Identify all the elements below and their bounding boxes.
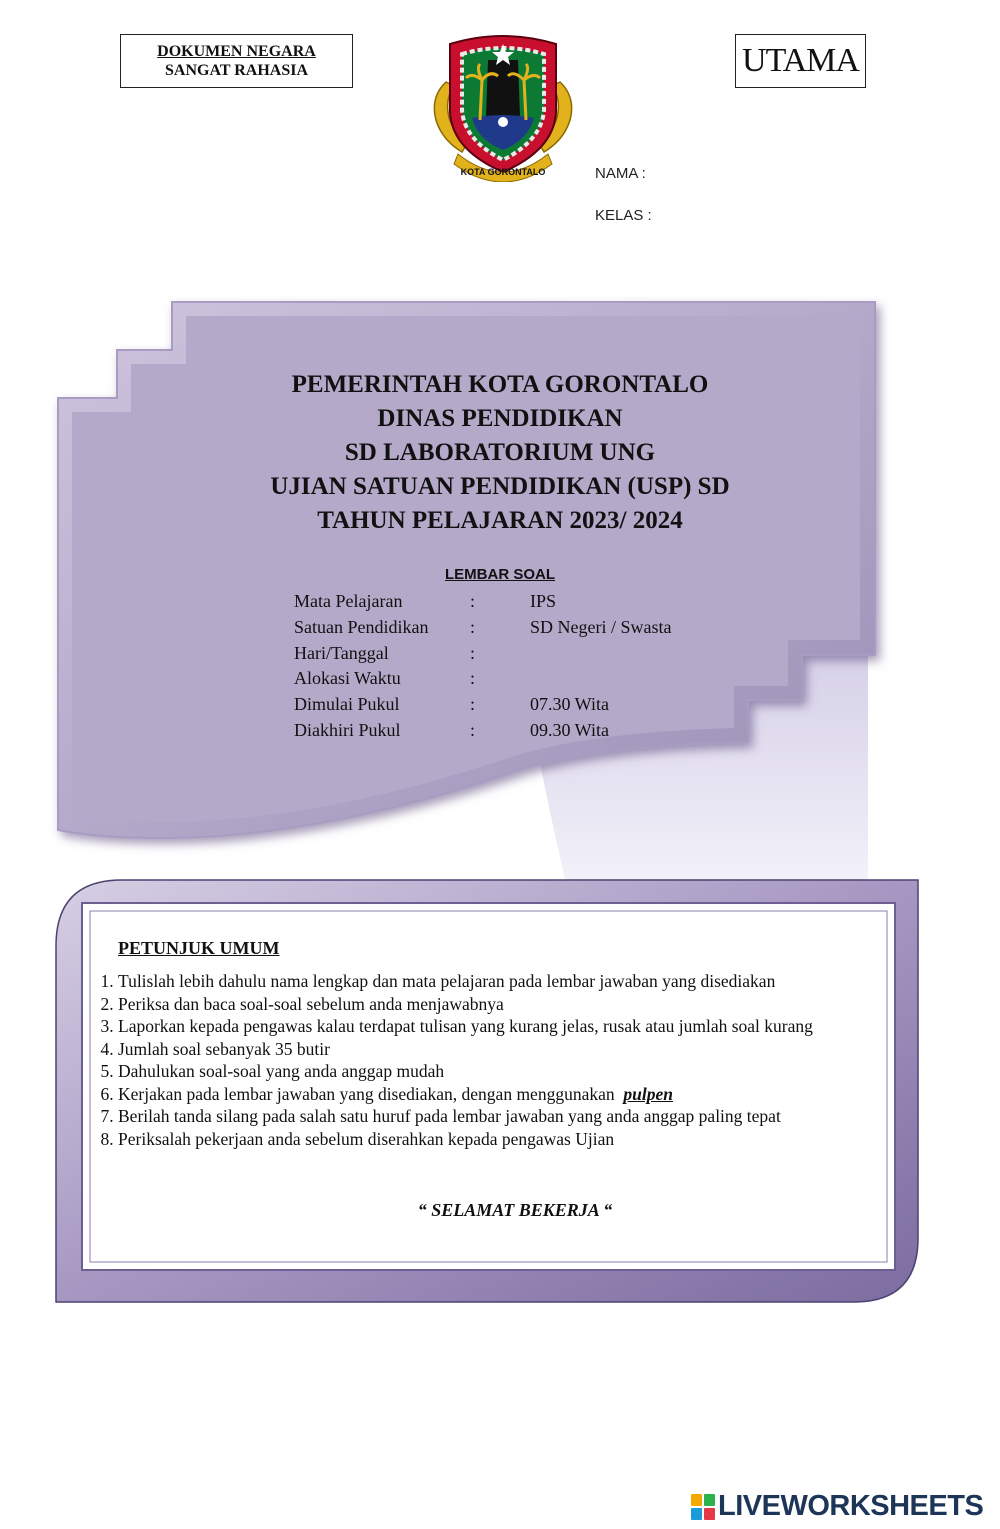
version-box: UTAMA <box>735 34 866 88</box>
list-item <box>118 1083 882 1106</box>
info-value: 07.30 Wita <box>530 694 609 715</box>
sheet-label: LEMBAR SOAL <box>445 566 555 583</box>
list-item: 8. Periksalah pekerjaan anda sebelum diserahkan kepada pengawas Ujian <box>118 1128 882 1151</box>
class-label: KELAS : <box>595 207 652 224</box>
info-separator: : <box>470 719 476 740</box>
exam-title <box>150 368 850 538</box>
classification-line-2: SANGAT RAHASIA <box>165 62 308 79</box>
info-row <box>294 668 794 694</box>
title-line-4: UJIAN SATUAN PENDIDIKAN (USP) SD <box>270 473 730 500</box>
title-line-5: TAHUN PELAJARAN 2023/ 2024 <box>317 507 683 534</box>
instructions-list <box>90 970 882 1150</box>
info-row <box>294 591 794 617</box>
info-label: Mata Pelajaran <box>294 591 403 611</box>
list-item: 4. Jumlah soal sebanyak 35 butir <box>118 1038 882 1061</box>
info-label: Satuan Pendidikan <box>294 616 429 637</box>
info-value: SD Negeri / Swasta <box>530 616 672 637</box>
classification-line-1: DOKUMEN NEGARA <box>157 43 316 60</box>
liveworksheets-watermark <box>690 1489 990 1523</box>
list-item: 3. Laporkan kepada pengawas kalau terdapat tulisan yang kurang jelas, rusak atau jumlah soal kurang <box>118 1015 882 1038</box>
title-line-1: PEMERINTAH KOTA GORONTALO <box>291 371 709 398</box>
info-separator: : <box>470 694 476 715</box>
info-row <box>294 720 794 746</box>
list-item: 5. Dahulukan soal-soal yang anda anggap mudah <box>118 1060 882 1083</box>
instructions-title: PETUNJUK UMUM <box>118 938 280 958</box>
list-item: 7. Berilah tanda silang pada salah satu huruf pada lembar jawaban yang anda anggap paling tepat <box>118 1105 882 1128</box>
exam-info-table <box>294 591 794 746</box>
info-separator: : <box>470 642 476 663</box>
info-separator: : <box>470 616 476 637</box>
name-label: NAMA : <box>595 165 646 182</box>
info-label: Hari/Tanggal <box>294 642 389 663</box>
general-instructions <box>90 938 882 1150</box>
watermark-text: LIVEWORKSHEETS <box>718 1490 984 1522</box>
liveworksheets-logo-icon <box>690 1492 716 1522</box>
info-separator: : <box>470 668 476 689</box>
info-row <box>294 617 794 643</box>
info-row <box>294 643 794 669</box>
list-item-text: Kerjakan pada lembar jawaban yang disediakan, dengan menggunakan <box>118 1083 615 1104</box>
info-separator: : <box>470 591 476 611</box>
info-value: IPS <box>530 591 557 611</box>
title-line-2: DINAS PENDIDIKAN <box>377 405 623 432</box>
info-label: Alokasi Waktu <box>294 668 401 689</box>
title-line-3: SD LABORATORIUM UNG <box>344 439 656 466</box>
logo-ribbon-text: KOTA GORONTALO <box>460 167 546 177</box>
info-label: Dimulai Pukul <box>294 694 400 715</box>
info-label: Diakhiri Pukul <box>294 719 401 740</box>
closing-message: “ SELAMAT BEKERJA “ <box>417 1200 613 1220</box>
info-row <box>294 694 794 720</box>
list-item: 1. Tulislah lebih dahulu nama lengkap dan mata pelajaran pada lembar jawaban yang disediakan <box>118 970 882 993</box>
info-value: 09.30 Wita <box>530 719 609 740</box>
pen-emphasis: pulpen <box>623 1083 673 1104</box>
list-item: 2. Periksa dan baca soal-soal sebelum anda menjawabnya <box>118 993 882 1016</box>
